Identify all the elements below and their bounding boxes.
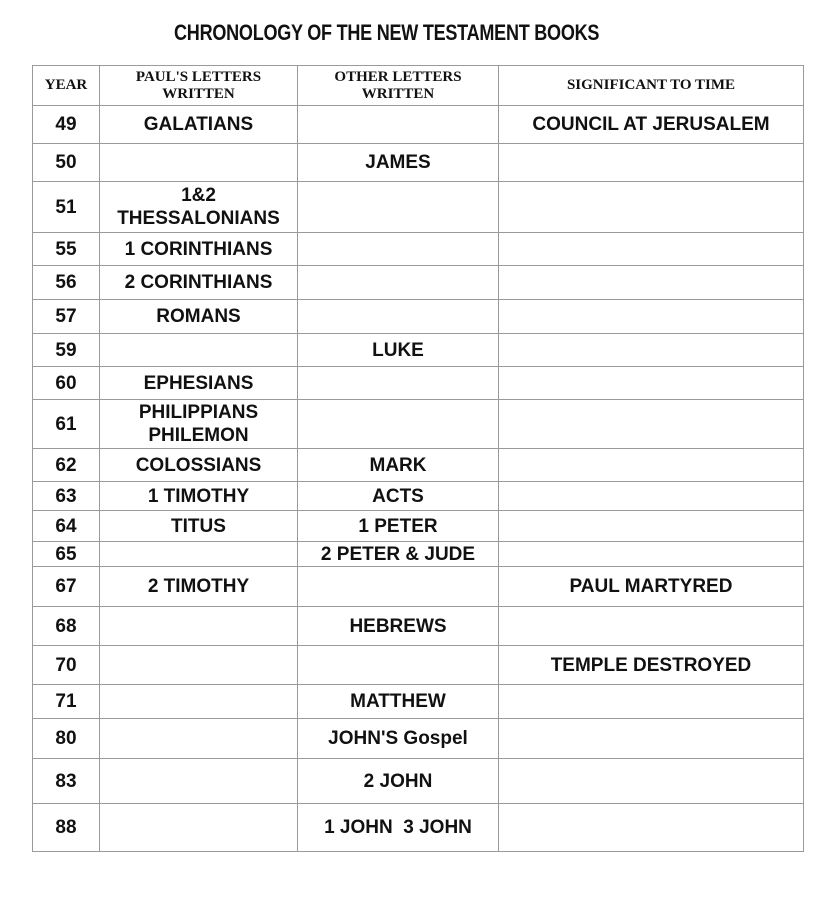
year-cell: 67 [33, 567, 100, 607]
table-row [33, 449, 804, 482]
year-cell: 65 [33, 542, 100, 567]
pauls-letter-cell [100, 804, 298, 852]
significant-cell [499, 685, 804, 719]
significant-cell [499, 300, 804, 334]
table-row [33, 567, 804, 607]
table-row [33, 367, 804, 400]
other-letter-cell [298, 266, 499, 300]
table-row [33, 511, 804, 542]
significant-cell [499, 804, 804, 852]
table-row [33, 719, 804, 759]
year-cell: 83 [33, 759, 100, 804]
year-cell: 62 [33, 449, 100, 482]
header-year: YEAR [33, 66, 100, 106]
pauls-letter-cell [100, 542, 298, 567]
year-cell: 49 [33, 106, 100, 144]
other-letter-cell [298, 182, 499, 233]
pauls-letter-cell: 2 CORINTHIANS [100, 266, 298, 300]
other-letter-cell [298, 567, 499, 607]
significant-cell [499, 482, 804, 511]
table-row [33, 542, 804, 567]
table-row [33, 266, 804, 300]
header-other-letters: OTHER LETTERS WRITTEN [298, 66, 499, 106]
table-row [33, 300, 804, 334]
year-cell: 56 [33, 266, 100, 300]
document-title: CHRONOLOGY OF THE NEW TESTAMENT BOOKS [174, 20, 600, 45]
table-row [33, 400, 804, 449]
significant-cell [499, 144, 804, 182]
other-letter-cell: 2 JOHN [298, 759, 499, 804]
pauls-letter-cell: PHILIPPIANS PHILEMON [100, 400, 298, 449]
year-cell: 61 [33, 400, 100, 449]
year-cell: 55 [33, 233, 100, 266]
other-letter-cell: 1 PETER [298, 511, 499, 542]
year-cell: 51 [33, 182, 100, 233]
pauls-letter-cell: EPHESIANS [100, 367, 298, 400]
pauls-letter-cell [100, 607, 298, 646]
year-cell: 57 [33, 300, 100, 334]
pauls-letter-cell: ROMANS [100, 300, 298, 334]
other-letter-cell [298, 106, 499, 144]
pauls-letter-cell: 1 CORINTHIANS [100, 233, 298, 266]
table-row [33, 144, 804, 182]
significant-cell [499, 607, 804, 646]
pauls-letter-cell [100, 334, 298, 367]
significant-cell [499, 334, 804, 367]
other-letter-cell [298, 400, 499, 449]
significant-cell [499, 719, 804, 759]
pauls-letter-cell: TITUS [100, 511, 298, 542]
other-letter-cell [298, 233, 499, 266]
header-row [33, 66, 804, 106]
table-row [33, 106, 804, 144]
other-letter-cell [298, 300, 499, 334]
significant-cell [499, 759, 804, 804]
pauls-letter-cell: 2 TIMOTHY [100, 567, 298, 607]
significant-cell [499, 182, 804, 233]
table-row [33, 233, 804, 266]
significant-cell [499, 400, 804, 449]
other-letter-cell: MATTHEW [298, 685, 499, 719]
other-letter-cell: MARK [298, 449, 499, 482]
table-row [33, 482, 804, 511]
year-cell: 50 [33, 144, 100, 182]
pauls-letter-cell [100, 719, 298, 759]
significant-cell [499, 233, 804, 266]
other-letter-cell [298, 367, 499, 400]
significant-cell [499, 511, 804, 542]
year-cell: 88 [33, 804, 100, 852]
significant-cell: TEMPLE DESTROYED [499, 646, 804, 685]
year-cell: 68 [33, 607, 100, 646]
other-letter-cell: 1 JOHN 3 JOHN [298, 804, 499, 852]
table-row [33, 607, 804, 646]
other-letter-cell [298, 646, 499, 685]
table-row [33, 759, 804, 804]
pauls-letter-cell [100, 144, 298, 182]
other-letter-cell: 2 PETER & JUDE [298, 542, 499, 567]
year-cell: 80 [33, 719, 100, 759]
pauls-letter-cell: 1&2 THESSALONIANS [100, 182, 298, 233]
pauls-letter-cell [100, 646, 298, 685]
other-letter-cell: JAMES [298, 144, 499, 182]
table-row [33, 182, 804, 233]
table-row [33, 804, 804, 852]
pauls-letter-cell: 1 TIMOTHY [100, 482, 298, 511]
significant-cell [499, 367, 804, 400]
year-cell: 71 [33, 685, 100, 719]
year-cell: 70 [33, 646, 100, 685]
pauls-letter-cell [100, 759, 298, 804]
significant-cell: PAUL MARTYRED [499, 567, 804, 607]
other-letter-cell: HEBREWS [298, 607, 499, 646]
other-letter-cell: ACTS [298, 482, 499, 511]
table-row [33, 685, 804, 719]
pauls-letter-cell: COLOSSIANS [100, 449, 298, 482]
pauls-letter-cell: GALATIANS [100, 106, 298, 144]
significant-cell [499, 449, 804, 482]
table-row [33, 334, 804, 367]
year-cell: 63 [33, 482, 100, 511]
year-cell: 60 [33, 367, 100, 400]
header-pauls-letters: PAUL'S LETTERS WRITTEN [100, 66, 298, 106]
other-letter-cell: JOHN'S Gospel [298, 719, 499, 759]
significant-cell [499, 542, 804, 567]
significant-cell [499, 266, 804, 300]
table-row [33, 646, 804, 685]
year-cell: 59 [33, 334, 100, 367]
chronology-table [32, 65, 804, 852]
year-cell: 64 [33, 511, 100, 542]
other-letter-cell: LUKE [298, 334, 499, 367]
header-significant: SIGNIFICANT TO TIME [499, 66, 804, 106]
significant-cell: COUNCIL AT JERUSALEM [499, 106, 804, 144]
pauls-letter-cell [100, 685, 298, 719]
